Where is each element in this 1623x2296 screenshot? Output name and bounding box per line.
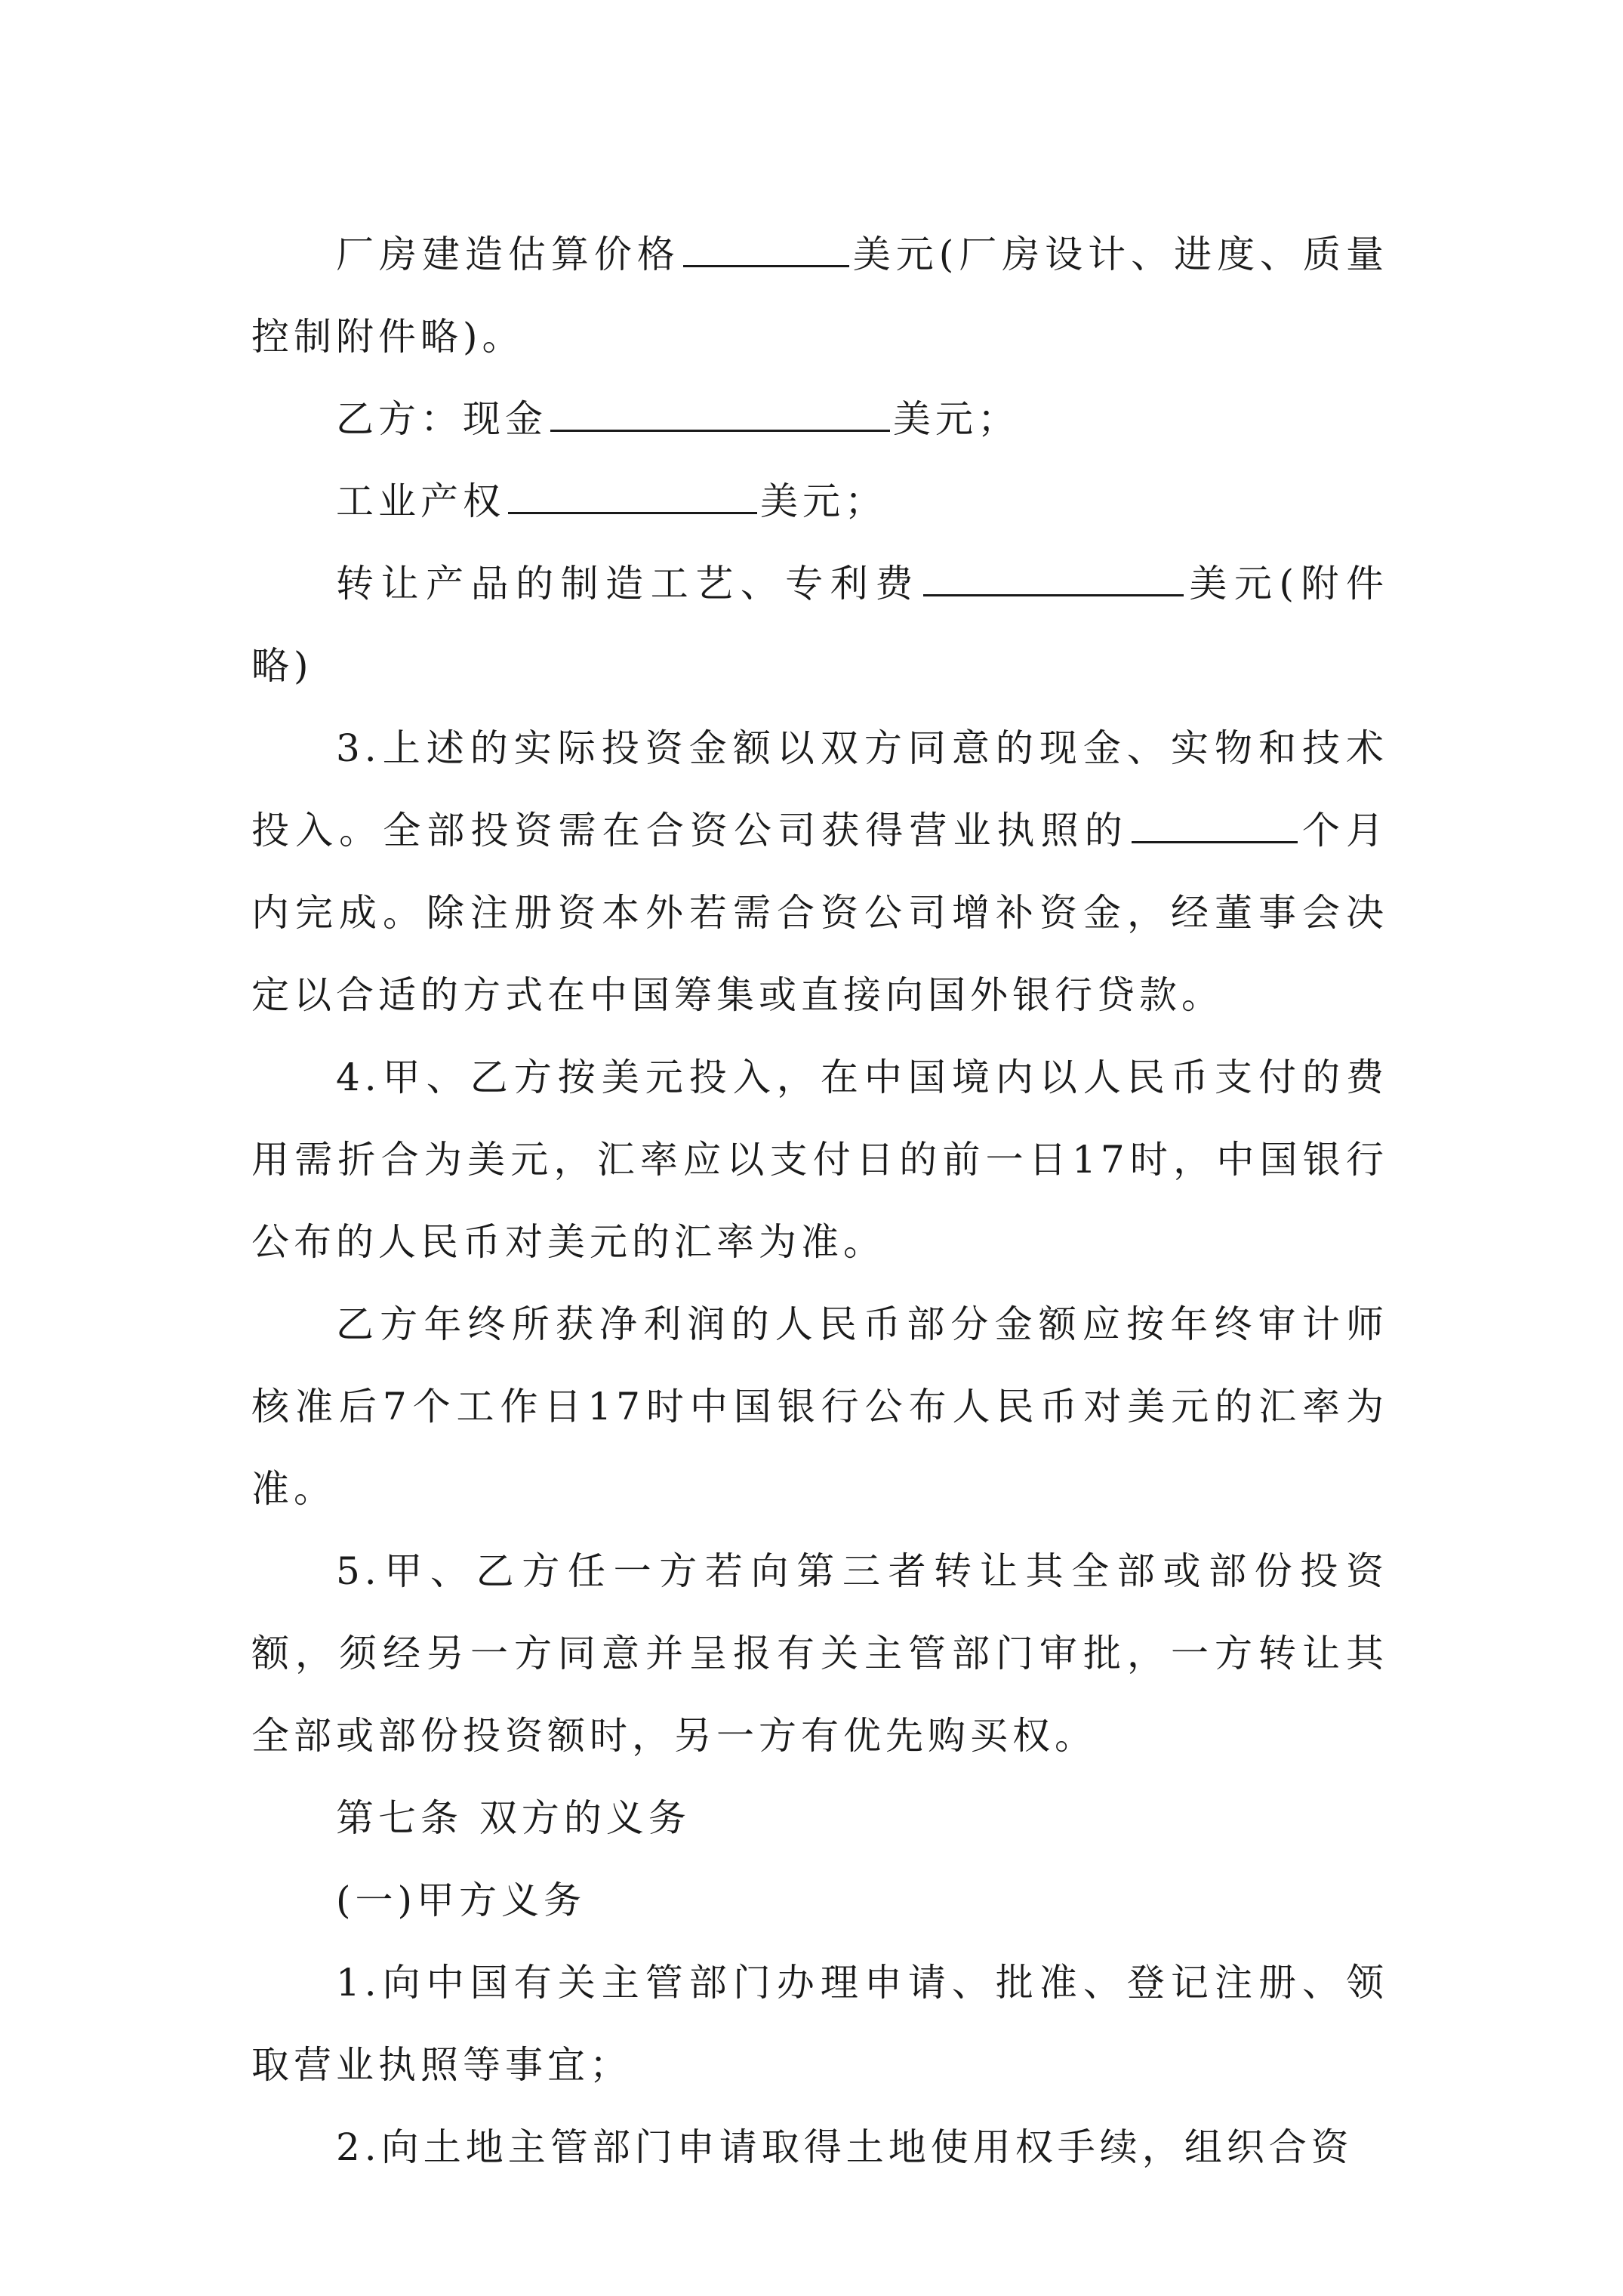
party-a-obligations-heading: (一)甲方义务 bbox=[336, 1878, 587, 1922]
paragraph-text: 个月内完成。除注册资本外若需合资公司增补资金，经董事会决定以合适的方式在中国筹集或直接向国外银行贷款。 bbox=[251, 809, 1389, 1017]
paragraph-clause-3 bbox=[251, 707, 1388, 1037]
fill-blank bbox=[1132, 797, 1298, 843]
article-7-heading: 第七条 双方的义务 bbox=[336, 1796, 691, 1840]
paragraph-text: 工业产权 bbox=[336, 479, 505, 523]
document-body bbox=[251, 214, 1388, 2189]
paragraph-text: 3.上述的实际投资金额以双方同意的现金、实物和技术投入。全部投资需在合资公司获得营业执照的 bbox=[251, 726, 1388, 852]
paragraph-obligation-2: 2.向土地主管部门申请取得土地使用权手续，组织合资 bbox=[336, 2125, 1354, 2169]
paragraph-text: 乙方：现金 bbox=[336, 397, 547, 441]
fill-blank bbox=[683, 221, 849, 267]
paragraph-industrial-property bbox=[251, 461, 1388, 543]
paragraph-clause-5: 5.甲、乙方任一方若向第三者转让其全部或部份投资额，须经另一方同意并呈报有关主管部门审批，一方转让其全部或部份投资额时，另一方有优先购买权。 bbox=[251, 1549, 1388, 1758]
paragraph-text: 厂房建造估算价格 bbox=[336, 233, 680, 276]
paragraph-clause-4: 4.甲、乙方按美元投入，在中国境内以人民币支付的费用需折合为美元，汇率应以支付日的前一日17时，中国银行公布的人民币对美元的汇率为准。 bbox=[251, 1056, 1388, 1264]
paragraph-net-profit: 乙方年终所获净利润的人民币部分金额应按年终审计师核准后7个工作日17时中国银行公布人民币对美元的汇率为准。 bbox=[251, 1302, 1388, 1511]
fill-blank bbox=[923, 550, 1184, 596]
paragraph-party-b-cash bbox=[251, 378, 1388, 461]
paragraph-text: 美元(附件略) bbox=[251, 562, 1389, 688]
paragraph-factory-cost bbox=[251, 214, 1388, 378]
paragraph-text: 美元； bbox=[760, 479, 887, 523]
paragraph-obligation-1: 1.向中国有关主管部门办理申请、批准、登记注册、领取营业执照等事宜； bbox=[251, 1961, 1388, 2087]
paragraph-text: 美元(厂房设计、进度、质量控制附件略)。 bbox=[251, 233, 1388, 359]
paragraph-text: 美元； bbox=[893, 397, 1020, 441]
fill-blank bbox=[550, 386, 890, 432]
paragraph-patent-fee bbox=[251, 543, 1388, 707]
paragraph-text: 转让产品的制造工艺、专利费 bbox=[336, 562, 920, 606]
fill-blank bbox=[508, 468, 757, 514]
